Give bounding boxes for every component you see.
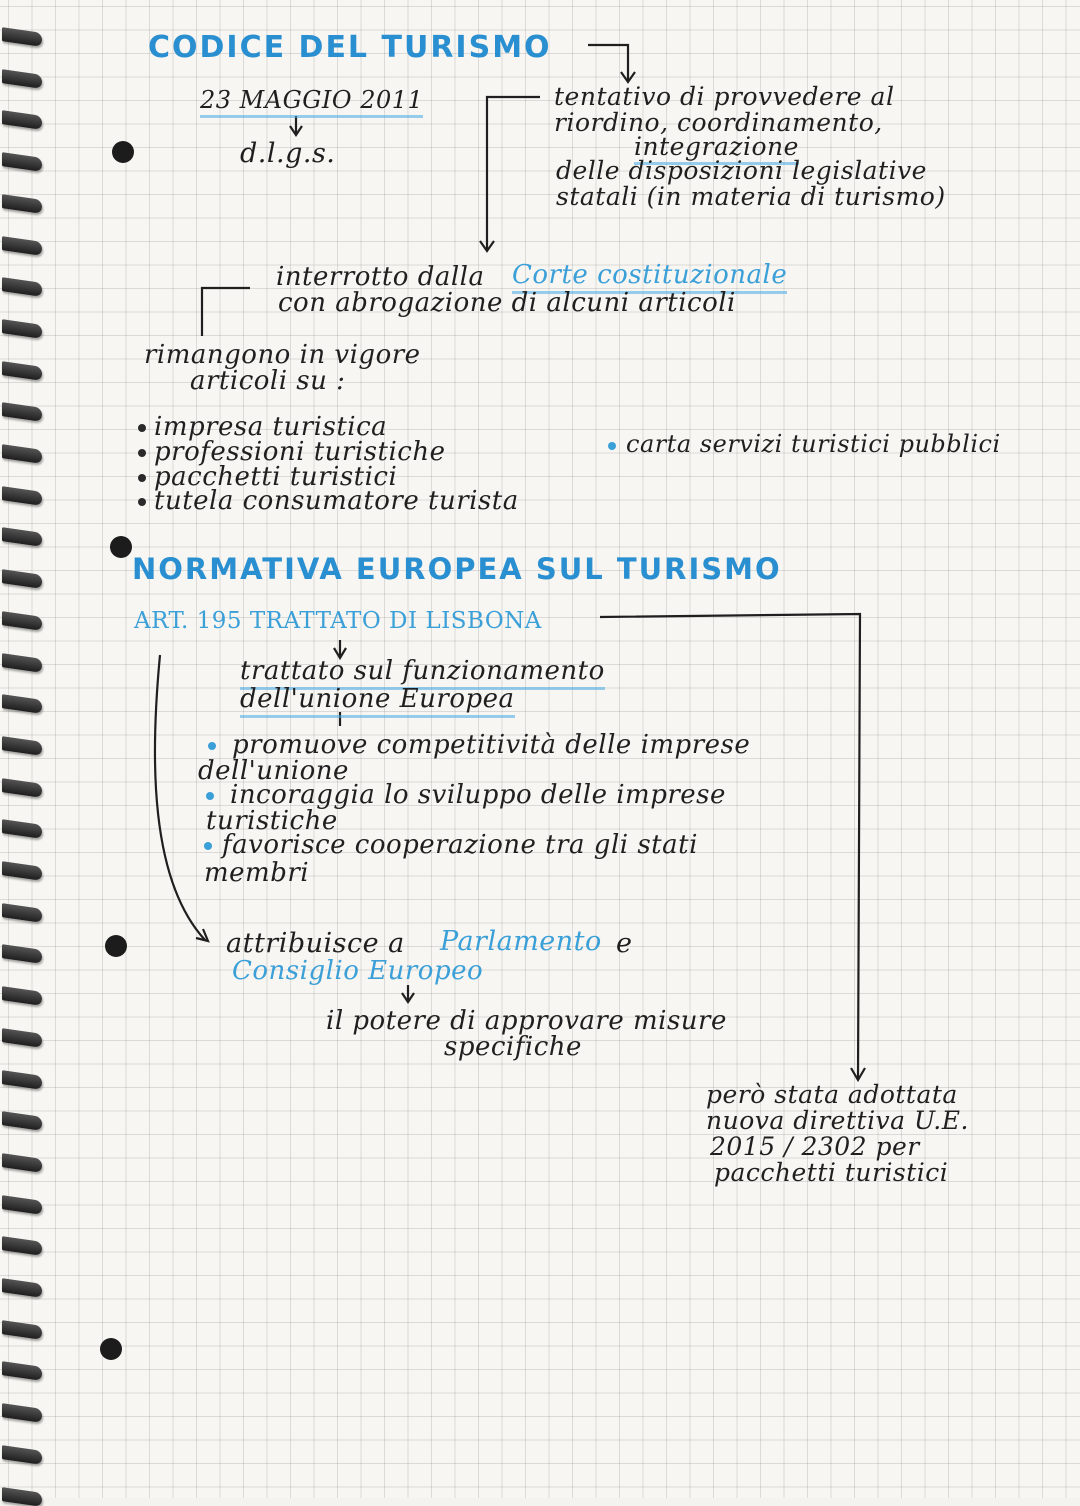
power-detail-line1: il potere di approvare misure (326, 1006, 727, 1036)
article-item-4: tutela consumatore turista (154, 486, 519, 516)
goal-1-line1: promuove competitività delle imprese (232, 730, 751, 760)
section1-title: CODICE DEL TURISMO (148, 30, 552, 65)
section2-title: NORMATIVA EUROPEA SUL TURISMO (132, 552, 782, 586)
bullet-dot (138, 474, 146, 482)
punch-hole-2 (110, 536, 132, 558)
interruption-line2: con abrogazione di alcuni articoli (278, 288, 736, 318)
bullet-dot (138, 449, 146, 457)
punch-hole-4 (100, 1338, 122, 1360)
spiral-coil (2, 778, 42, 798)
spiral-coil (2, 152, 42, 172)
spiral-coil (2, 1153, 42, 1173)
powers-council: Consiglio Europeo (232, 956, 484, 986)
spiral-coil (2, 611, 42, 631)
spiral-coil (2, 1028, 42, 1048)
purpose-line3: integrazione (634, 132, 799, 165)
treaty-line1: trattato sul funzionamento (240, 656, 605, 690)
punch-hole-3 (105, 935, 127, 957)
spiral-coil (2, 1070, 42, 1090)
spiral-coil (2, 319, 42, 339)
spiral-coil (2, 694, 42, 714)
spiral-coil (2, 111, 42, 131)
powers-prefix: attribuisce a (226, 928, 405, 959)
spiral-coil (2, 1111, 42, 1131)
arrowhead-3 (480, 241, 494, 251)
powers-parliament: Parlamento (440, 926, 602, 957)
spiral-coil (2, 444, 42, 464)
spiral-coil (2, 236, 42, 256)
spiral-coil (2, 653, 42, 673)
powers-and: e (616, 928, 633, 959)
arrow-title-to-purpose (588, 45, 628, 80)
spiral-coil (2, 1487, 42, 1506)
curve-to-powers (155, 655, 205, 940)
interruption-line1-prefix: interrotto dalla (276, 262, 485, 292)
bullet-dot (608, 442, 616, 450)
bullet-dot (206, 792, 214, 800)
arrowhead-5 (851, 1068, 865, 1080)
article-extra: carta servizi turistici pubblici (626, 430, 1001, 458)
bullet-dot (138, 424, 146, 432)
bracket-interruption (202, 288, 250, 336)
directive-line2: nuova direttiva U.E. (706, 1106, 969, 1135)
spiral-coil (2, 1236, 42, 1256)
goal-1-line2: dell'unione (198, 756, 349, 786)
goal-2-line1: incoraggia lo sviluppo delle imprese (230, 780, 726, 810)
purpose-line4: delle disposizioni legislative (556, 156, 927, 185)
directive-line3: 2015 / 2302 per (710, 1132, 920, 1161)
spiral-coil (2, 945, 42, 965)
article-item-2: professioni turistiche (154, 437, 446, 467)
spiral-coil (2, 194, 42, 214)
spiral-coil (2, 1320, 42, 1340)
goal-3-line1: favorisce cooperazione tra gli stati (222, 830, 698, 860)
spiral-coil (2, 569, 42, 589)
arrowhead-2 (290, 126, 302, 135)
spiral-coil (2, 361, 42, 381)
spiral-coil (2, 819, 42, 839)
treaty-line2: dell'unione Europea (240, 684, 515, 718)
purpose-line5: statali (in materia di turismo) (556, 182, 946, 211)
spiral-coil (2, 986, 42, 1006)
power-detail-line2: specifiche (444, 1032, 582, 1062)
arrowhead-1 (621, 72, 635, 82)
spiral-binding (0, 0, 48, 1498)
remaining-line2: articoli su : (190, 366, 346, 396)
spiral-coil (2, 861, 42, 881)
purpose-line2: riordino, coordinamento, (554, 108, 883, 137)
goal-3-line2: membri (204, 858, 310, 888)
spiral-coil (2, 1403, 42, 1423)
spiral-coil (2, 277, 42, 297)
section1-act: d.l.g.s. (240, 138, 336, 169)
interruption-line1-highlight: Corte costituzionale (512, 260, 787, 294)
spiral-coil (2, 1195, 42, 1215)
spiral-coil (2, 903, 42, 923)
purpose-line1: tentativo di provvedere al (554, 82, 895, 111)
spiral-coil (2, 528, 42, 548)
bullet-dot (208, 742, 216, 750)
spiral-coil (2, 486, 42, 506)
directive-line4: pacchetti turistici (714, 1158, 949, 1187)
spiral-coil (2, 402, 42, 422)
spiral-coil (2, 1445, 42, 1465)
section1-date: 23 MAGGIO 2011 (200, 86, 423, 118)
spiral-coil (2, 69, 42, 89)
spiral-coil (2, 1362, 42, 1382)
spiral-coil (2, 1278, 42, 1298)
directive-line1: però stata adottata (706, 1080, 958, 1109)
goal-2-line2: turistiche (206, 806, 338, 836)
bullet-dot (138, 498, 146, 506)
punch-hole-1 (112, 141, 134, 163)
remaining-line1: rimangono in vigore (144, 340, 421, 370)
article-item-3: pacchetti turistici (154, 462, 398, 492)
spiral-coil (2, 27, 42, 47)
article-item-1: impresa turistica (154, 412, 388, 442)
arrowhead-7 (402, 993, 414, 1002)
bullet-dot (204, 842, 212, 850)
section2-subtitle: ART. 195 TRATTATO DI LISBONA (134, 608, 542, 634)
arrowhead-6 (196, 929, 208, 941)
bracket-purpose (487, 97, 540, 250)
spiral-coil (2, 736, 42, 756)
